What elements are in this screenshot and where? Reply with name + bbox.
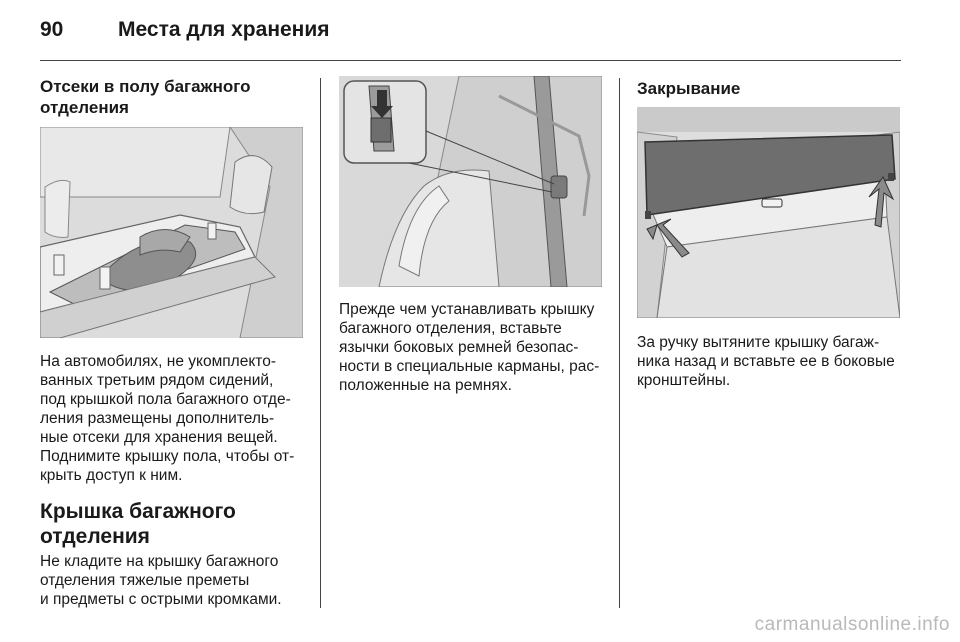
page-number: 90 xyxy=(40,18,64,41)
column-1 xyxy=(40,76,310,118)
watermark: carmanualsonline.info xyxy=(754,614,950,635)
column-2-body xyxy=(339,300,607,395)
cover-closing-illustration xyxy=(637,107,900,318)
cover-warning-paragraph: Не кладите на крышку багажного отделения тяжелые преметы и предметы с острыми кромками. xyxy=(40,553,282,608)
column-3 xyxy=(637,78,902,99)
floor-compartments-paragraph: На автомобилях, не укомплекто- ванных третьим рядом сидений, под крышкой пола багажного отде- ления размещены дополнитель- ные отсеки для хранения вещей. Поднимите крышку пола, чтобы от- крыть доступ к ним. xyxy=(40,353,295,484)
section-heading-load-compartment-cover: Крышка багажного отделения xyxy=(40,500,236,548)
column-3-body xyxy=(637,333,905,390)
seat-belt-paragraph: Прежде чем устанавливать крышку багажного отделения, вставьте язычки боковых ремней безопас- ности в специальные карманы, рас- положенные на ремнях. xyxy=(339,301,600,394)
seat-belt-tongue-illustration xyxy=(339,76,602,287)
closing-paragraph: За ручку вытяните крышку багаж- ника назад и вставьте ее в боковые кронштейны. xyxy=(637,334,895,389)
section-heading-floor-compartments: Отсеки в полу багажного отделения xyxy=(40,77,251,117)
column-divider xyxy=(320,78,321,608)
column-divider xyxy=(619,78,620,608)
floor-compartment-illustration xyxy=(40,127,303,338)
chapter-title: Места для хранения xyxy=(118,18,330,41)
section-heading-closing: Закрывание xyxy=(637,79,741,98)
header-rule xyxy=(40,60,901,61)
column-1-body xyxy=(40,352,315,609)
